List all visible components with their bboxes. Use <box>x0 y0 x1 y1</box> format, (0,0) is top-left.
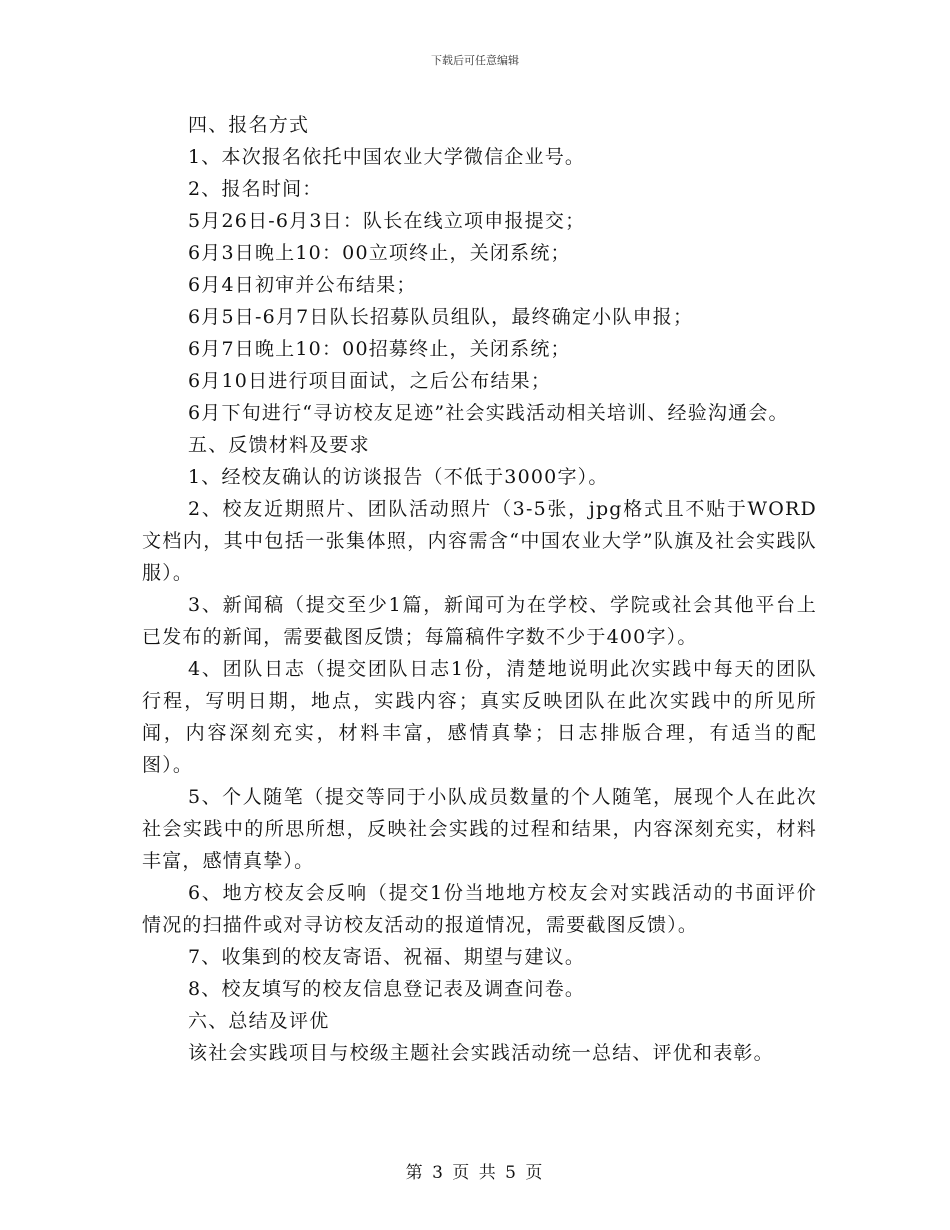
list-item: 1、本次报名依托中国农业大学微信企业号。 <box>188 146 586 168</box>
page-number: 第 3 页 共 5 页 <box>405 1163 545 1183</box>
section-heading-summary: 六、总结及评优 <box>188 1010 330 1032</box>
list-item: 2、校友近期照片、团队活动照片（3-5张，jpg格式且不贴于WORD文档内，其中包括一张集体照，内容需含“中国农业大学”队旗及社会实践队服）。 <box>142 498 817 584</box>
section-heading-materials: 五、反馈材料及要求 <box>188 434 370 456</box>
schedule-item: 5月26日-6月3日：队长在线立项申报提交； <box>188 210 586 232</box>
list-item: 1、经校友确认的访谈报告（不低于3000字）。 <box>188 466 609 488</box>
schedule-item: 6月7日晚上10：00招募终止，关闭系统； <box>188 338 571 360</box>
list-item: 7、收集到的校友寄语、祝福、期望与建议。 <box>188 946 586 968</box>
page-header-note: 下载后可任意编辑 <box>431 54 519 67</box>
list-item: 8、校友填写的校友信息登记表及调查问卷。 <box>188 978 586 1000</box>
schedule-item: 6月10日进行项目面试，之后公布结果； <box>188 370 552 392</box>
schedule-item: 6月4日初审并公布结果； <box>188 274 417 296</box>
body-paragraph: 该社会实践项目与校级主题社会实践活动统一总结、评优和表彰。 <box>188 1042 774 1064</box>
document-body <box>142 109 817 1069</box>
list-item: 4、团队日志（提交团队日志1份，清楚地说明此次实践中每天的团队行程，写明日期，地点，实践内容；真实反映团队在此次实践中的所见所闻，内容深刻充实，材料丰富，感情真挚；日志排版合理，有适当的配图）。 <box>142 658 817 776</box>
schedule-item: 6月下旬进行“寻访校友足迹”社会实践活动相关培训、经验沟通会。 <box>188 402 789 424</box>
section-heading-registration: 四、报名方式 <box>188 114 310 136</box>
list-item: 6、地方校友会反响（提交1份当地地方校友会对实践活动的书面评价情况的扫描件或对寻访校友活动的报道情况，需要截图反馈）。 <box>142 882 817 936</box>
schedule-item: 6月3日晚上10：00立项终止，关闭系统； <box>188 242 571 264</box>
schedule-item: 6月5日-6月7日队长招募队员组队，最终确定小队申报； <box>188 306 694 328</box>
list-item: 5、个人随笔（提交等同于小队成员数量的个人随笔，展现个人在此次社会实践中的所思所想，反映社会实践的过程和结果，内容深刻充实，材料丰富，感情真挚）。 <box>142 786 817 872</box>
list-item: 2、报名时间： <box>188 178 323 200</box>
list-item: 3、新闻稿（提交至少1篇，新闻可为在学校、学院或社会其他平台上已发布的新闻，需要截图反馈；每篇稿件字数不少于400字）。 <box>142 594 817 648</box>
